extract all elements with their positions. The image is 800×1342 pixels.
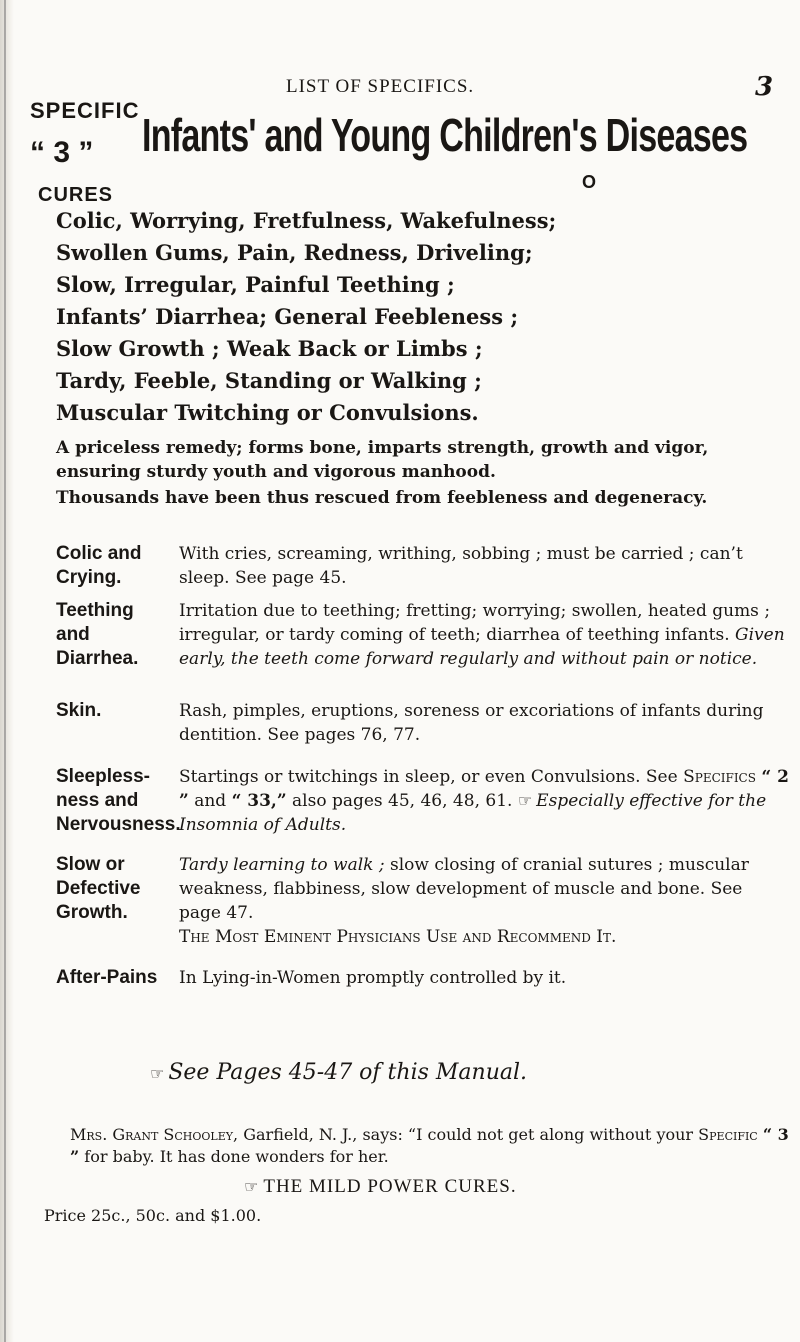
entry-label-line: ness and: [56, 790, 139, 811]
specific-word: Specific: [698, 1125, 758, 1144]
testimonial: [70, 1124, 790, 1168]
entry-label: [56, 599, 186, 671]
entry-label-line: Crying.: [56, 567, 122, 588]
title-suffix: O: [582, 172, 597, 192]
testimonial-text: for baby. It has done wonders for her.: [84, 1147, 389, 1166]
entry-label-line: Skin.: [56, 700, 102, 721]
entry-label-line: Sleepless-: [56, 766, 150, 787]
see-pages-text: See Pages 45-47 of this Manual.: [168, 1060, 528, 1085]
specific-number: “ 33,”: [231, 791, 287, 811]
symptom-line: Colic, Worrying, Fretfulness, Wakefulness;: [56, 208, 557, 233]
promo-paragraph: Thousands have been thus rescued from feebleness and degeneracy.: [56, 488, 708, 508]
symptom-line: Muscular Twitching or Convulsions.: [56, 400, 479, 425]
entry-label-line: Colic and: [56, 543, 142, 564]
price-line: Price 25c., 50c. and $1.00.: [44, 1206, 262, 1225]
entry-label-line: Slow or: [56, 854, 125, 875]
conjunction: and: [194, 791, 227, 811]
entry-label-line: After-Pains: [56, 967, 158, 988]
promo-text: [56, 436, 796, 512]
entry-text-main: slow closing of cranial sutures ; muscular weakness, flabbiness, slow development of muscle and bone. See page 47.: [179, 855, 749, 923]
symptom-list: [56, 205, 796, 429]
entry-text-italic: Tardy learning to walk ;: [179, 855, 385, 875]
entry-text: In Lying-in-Women promptly controlled by it.: [179, 968, 567, 988]
symptom-line: Swollen Gums, Pain, Redness, Driveling;: [56, 240, 533, 265]
section-title: Infants' and Young Children's Diseases: [142, 109, 748, 161]
entry-label-line: Growth.: [56, 902, 128, 923]
entry-text-italic: Especially effective for the Insomnia of Adults.: [179, 791, 767, 835]
entry-text: Rash, pimples, eruptions, soreness or excoriations of infants during dentition. See pages 76, 77.: [179, 701, 764, 745]
page-binding-edge: [0, 0, 14, 1342]
page-header: [0, 72, 800, 102]
entry-text-main: Startings or twitchings in sleep, or even Convulsions. See: [179, 767, 678, 787]
entry-text: [179, 599, 789, 671]
specific-number: “ 3 ”: [70, 1125, 789, 1166]
entry-label: [56, 765, 186, 837]
testimonial-text: Garfield, N. J., says: “I could not get along without your: [243, 1125, 694, 1144]
pointing-hand-icon: ☞: [150, 1064, 165, 1083]
entry-text-main: Irritation due to teething; fretting; worrying; swollen, heated gums ; irregular, or tardy coming of teeth; diarrhea of teething infants.: [179, 601, 771, 645]
see-pages-note: [150, 1060, 750, 1085]
entry-text-pages: also pages 45, 46, 48, 61.: [292, 791, 513, 811]
entry-label-line: Teething: [56, 600, 134, 621]
entry-label-line: and: [56, 624, 90, 645]
entry-text-italic: Given early, the teeth come forward regularly and without pain or notice.: [179, 625, 785, 669]
testimonial-name: Mrs. Grant Schooley,: [70, 1125, 239, 1144]
badge-number: “ 3 ”: [30, 136, 94, 169]
badge-cures: CURES: [38, 184, 114, 206]
symptom-line: Tardy, Feeble, Standing or Walking ;: [56, 368, 482, 393]
entry-label: [56, 542, 186, 590]
entry-label-line: Defective: [56, 878, 141, 899]
specifics-word: Specifics: [683, 767, 756, 787]
mild-power-line: [244, 1176, 744, 1198]
physicians-recommend: The Most Eminent Physicians Use and Recommend It.: [179, 927, 617, 947]
entry-label: [56, 853, 186, 925]
entry-text: With cries, screaming, writhing, sobbing ; must be carried ; can’t sleep. See page 45.: [179, 544, 743, 588]
promo-paragraph: A priceless remedy; forms bone, imparts strength, growth and vigor, ensuring sturdy youth and vigorous manhood.: [56, 438, 709, 482]
pointing-hand-icon: ☞: [244, 1177, 260, 1196]
mild-power-text: THE MILD POWER CURES.: [263, 1176, 517, 1197]
entry-text: [179, 765, 789, 837]
symptom-line: Slow, Irregular, Painful Teething ;: [56, 272, 455, 297]
entry-text: [179, 853, 789, 949]
entry-label: [56, 699, 186, 723]
symptom-line: Slow Growth ; Weak Back or Limbs ;: [56, 336, 483, 361]
specific-badge: [30, 98, 140, 210]
page-number: 3: [755, 72, 774, 102]
pointing-hand-icon: ☞: [517, 791, 533, 810]
entry-label: [56, 966, 186, 990]
symptom-line: Infants’ Diarrhea; General Feebleness ;: [56, 304, 519, 329]
badge-specific: SPECIFIC: [30, 98, 140, 123]
specific-number: “ 2 ”: [179, 767, 789, 811]
entry-label-line: Diarrhea.: [56, 648, 139, 669]
running-head: LIST OF SPECIFICS.: [286, 76, 475, 97]
entry-label-line: Nervousness.: [56, 814, 181, 835]
